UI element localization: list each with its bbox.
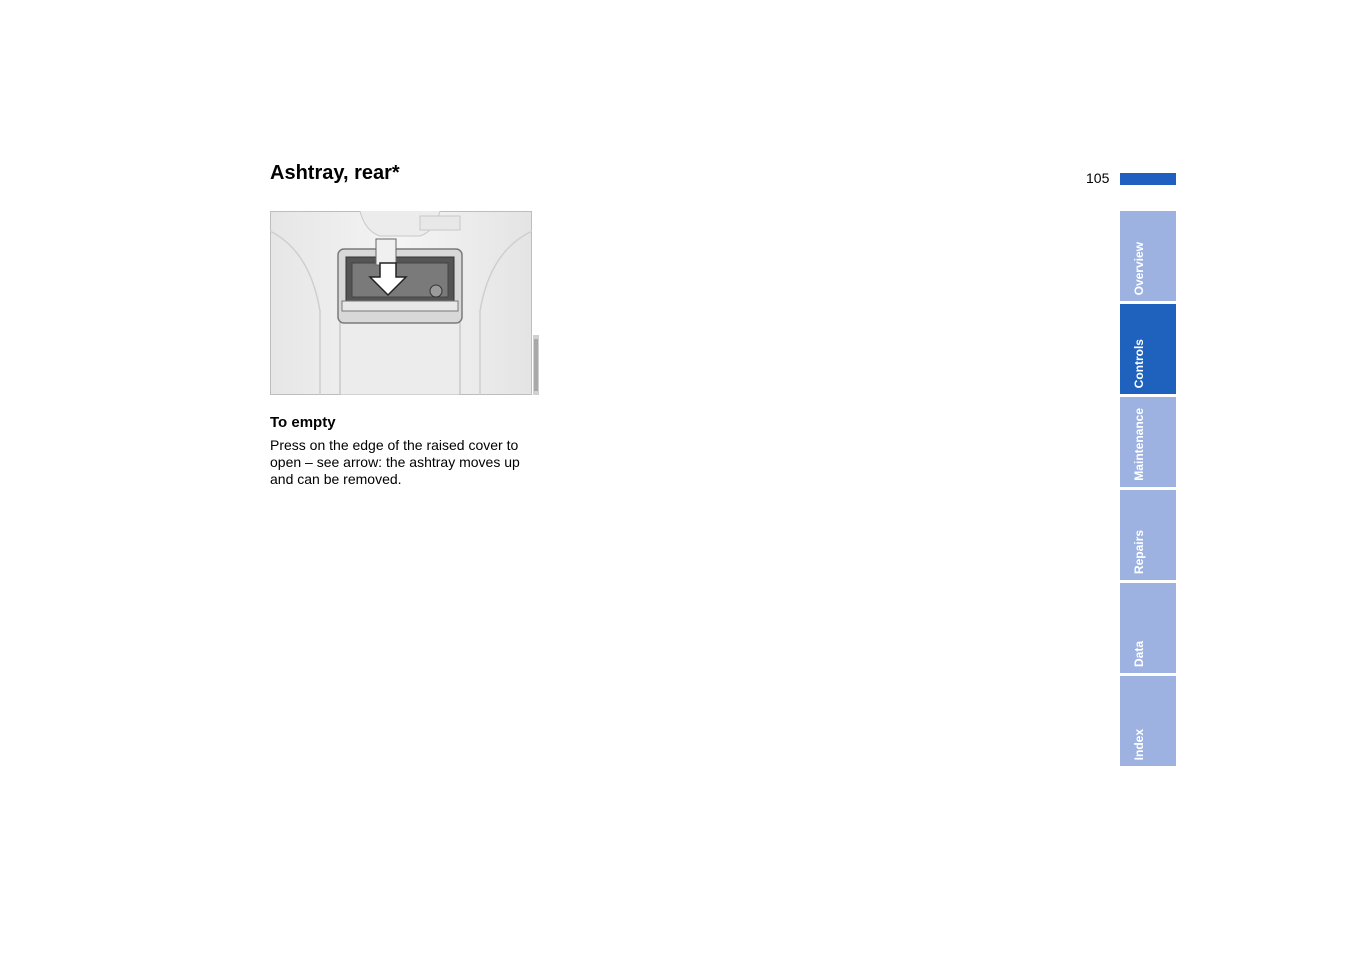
chapter-tabs <box>1120 211 1176 769</box>
tab-overview[interactable] <box>1120 211 1176 301</box>
tab-label: Data <box>1132 640 1146 667</box>
tab-label: Controls <box>1132 338 1146 388</box>
tab-label: Index <box>1132 728 1146 760</box>
tab-maintenance[interactable] <box>1120 397 1176 487</box>
page-title: Ashtray, rear* <box>270 162 400 184</box>
tab-controls[interactable] <box>1120 304 1176 394</box>
tab-label: Overview <box>1132 241 1146 295</box>
tab-label: Maintenance <box>1132 408 1146 481</box>
tab-repairs[interactable] <box>1120 490 1176 580</box>
tab-data[interactable] <box>1120 583 1176 673</box>
section-heading: To empty <box>270 414 336 431</box>
figure-code-mark <box>531 335 541 395</box>
tab-label: Repairs <box>1132 529 1146 574</box>
ashtray-illustration <box>270 211 532 395</box>
tab-index[interactable] <box>1120 676 1176 766</box>
page-number: 105 <box>1086 170 1110 186</box>
page-number-bar <box>1120 173 1176 185</box>
section-text: Press on the edge of the raised cover to open – see arrow: the ashtray moves up and can be removed. <box>270 437 520 487</box>
